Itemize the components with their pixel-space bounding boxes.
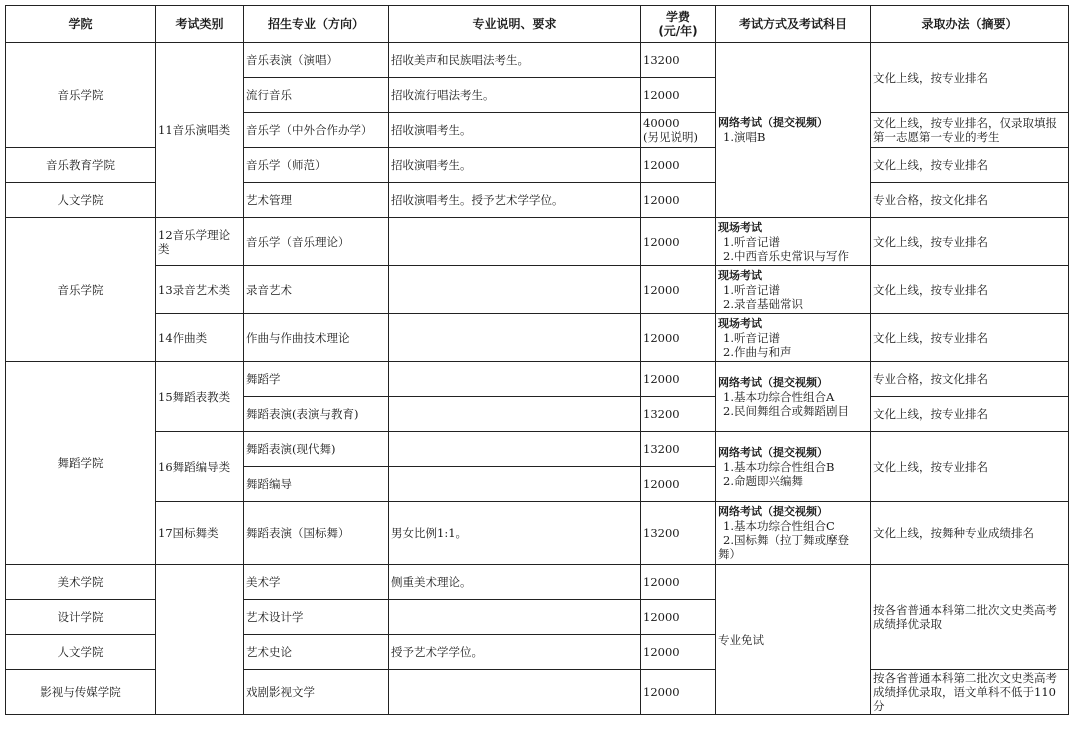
exam-cell: 网络考试（提交视频） 1.基本功综合性组合C 2.国标舞（拉丁舞或摩登 舞） — [716, 502, 871, 565]
admission-cell: 文化上线，按专业排名 — [871, 314, 1069, 362]
major-cell: 舞蹈表演(表演与教育) — [244, 397, 389, 432]
major-cell: 舞蹈表演（国标舞） — [244, 502, 389, 565]
major-cell: 舞蹈学 — [244, 362, 389, 397]
description-cell: 招收演唱考生。 — [389, 148, 641, 183]
major-cell: 戏剧影视文学 — [244, 670, 389, 715]
exam-cell: 现场考试 1.听音记谱 2.中西音乐史常识与写作 — [716, 218, 871, 266]
description-cell: 授予艺术学学位。 — [389, 635, 641, 670]
major-cell: 艺术史论 — [244, 635, 389, 670]
header-row — [6, 6, 1069, 43]
category-cell: 14作曲类 — [156, 314, 244, 362]
description-cell — [389, 362, 641, 397]
college-cell: 美术学院 — [6, 565, 156, 600]
col-header-major: 招生专业（方向） — [244, 6, 389, 43]
admission-cell: 文化上线，按专业排名，仅录取填报 第一志愿第一专业的考生 — [871, 113, 1069, 148]
major-cell: 艺术管理 — [244, 183, 389, 218]
admission-cell: 文化上线，按专业排名 — [871, 43, 1069, 113]
fee-cell: 40000 (另见说明) — [641, 113, 716, 148]
description-cell — [389, 218, 641, 266]
table-row — [6, 565, 1069, 600]
description-cell: 招收流行唱法考生。 — [389, 78, 641, 113]
table-row — [6, 362, 1069, 397]
college-cell: 设计学院 — [6, 600, 156, 635]
col-header-admission: 录取办法（摘要） — [871, 6, 1069, 43]
exam-cell: 专业免试 — [716, 565, 871, 715]
category-cell: 11音乐演唱类 — [156, 43, 244, 218]
fee-cell: 12000 — [641, 362, 716, 397]
category-cell: 13录音艺术类 — [156, 266, 244, 314]
description-cell: 招收演唱考生。 — [389, 113, 641, 148]
description-cell — [389, 397, 641, 432]
col-header-college: 学院 — [6, 6, 156, 43]
admission-cell: 文化上线，按舞种专业成绩排名 — [871, 502, 1069, 565]
admission-cell: 按各省普通本科第二批次文史类高考 成绩择优录取 — [871, 565, 1069, 670]
admission-cell: 专业合格，按文化排名 — [871, 183, 1069, 218]
college-cell: 音乐学院 — [6, 43, 156, 148]
fee-cell: 12000 — [641, 148, 716, 183]
table-row — [6, 266, 1069, 314]
description-cell: 男女比例1:1。 — [389, 502, 641, 565]
table-row — [6, 432, 1069, 467]
category-cell: 17国标舞类 — [156, 502, 244, 565]
college-cell: 音乐教育学院 — [6, 148, 156, 183]
description-cell — [389, 467, 641, 502]
admission-cell: 文化上线，按专业排名 — [871, 266, 1069, 314]
major-cell: 音乐学（师范） — [244, 148, 389, 183]
admission-cell: 文化上线，按专业排名 — [871, 148, 1069, 183]
fee-cell: 12000 — [641, 314, 716, 362]
category-cell: 15舞蹈表教类 — [156, 362, 244, 432]
fee-cell: 13200 — [641, 502, 716, 565]
college-cell: 人文学院 — [6, 635, 156, 670]
exam-cell: 现场考试 1.听音记谱 2.作曲与和声 — [716, 314, 871, 362]
college-cell: 音乐学院 — [6, 218, 156, 362]
major-cell: 音乐学（中外合作办学） — [244, 113, 389, 148]
category-cell: 16舞蹈编导类 — [156, 432, 244, 502]
exam-cell: 网络考试（提交视频） 1.基本功综合性组合B 2.命题即兴编舞 — [716, 432, 871, 502]
fee-cell: 12000 — [641, 266, 716, 314]
major-cell: 音乐表演（演唱） — [244, 43, 389, 78]
exam-cell: 现场考试 1.听音记谱 2.录音基础常识 — [716, 266, 871, 314]
college-cell: 影视与传媒学院 — [6, 670, 156, 715]
major-cell: 录音艺术 — [244, 266, 389, 314]
fee-cell: 12000 — [641, 467, 716, 502]
admission-cell: 文化上线，按专业排名 — [871, 432, 1069, 502]
fee-cell: 12000 — [641, 600, 716, 635]
exam-cell: 网络考试（提交视频） 1.基本功综合性组合A 2.民间舞组合或舞蹈剧目 — [716, 362, 871, 432]
description-cell: 招收美声和民族唱法考生。 — [389, 43, 641, 78]
description-cell — [389, 314, 641, 362]
description-cell — [389, 670, 641, 715]
table-row — [6, 218, 1069, 266]
col-header-category: 考试类别 — [156, 6, 244, 43]
college-cell: 舞蹈学院 — [6, 362, 156, 565]
fee-cell: 12000 — [641, 565, 716, 600]
description-cell — [389, 600, 641, 635]
major-cell: 舞蹈编导 — [244, 467, 389, 502]
description-cell — [389, 432, 641, 467]
fee-cell: 12000 — [641, 78, 716, 113]
fee-cell: 13200 — [641, 397, 716, 432]
table-row — [6, 502, 1069, 565]
fee-cell: 12000 — [641, 635, 716, 670]
description-cell — [389, 266, 641, 314]
category-cell: 12音乐学理论类 — [156, 218, 244, 266]
admission-cell: 按各省普通本科第二批次文史类高考 成绩择优录取，语文单科不低于110分 — [871, 670, 1069, 715]
major-cell: 作曲与作曲技术理论 — [244, 314, 389, 362]
major-cell: 音乐学（音乐理论） — [244, 218, 389, 266]
admission-cell: 文化上线，按专业排名 — [871, 218, 1069, 266]
admission-cell: 专业合格，按文化排名 — [871, 362, 1069, 397]
major-cell: 美术学 — [244, 565, 389, 600]
major-cell: 艺术设计学 — [244, 600, 389, 635]
col-header-exam: 考试方式及考试科目 — [716, 6, 871, 43]
table-row — [6, 43, 1069, 78]
col-header-fee: 学费 (元/年) — [641, 6, 716, 43]
description-cell: 侧重美术理论。 — [389, 565, 641, 600]
table-row — [6, 314, 1069, 362]
admissions-table — [5, 5, 1069, 715]
fee-cell: 12000 — [641, 670, 716, 715]
major-cell: 流行音乐 — [244, 78, 389, 113]
admission-cell: 文化上线，按专业排名 — [871, 397, 1069, 432]
description-cell: 招收演唱考生。授予艺术学学位。 — [389, 183, 641, 218]
fee-cell: 13200 — [641, 432, 716, 467]
major-cell: 舞蹈表演(现代舞) — [244, 432, 389, 467]
fee-cell: 13200 — [641, 43, 716, 78]
college-cell: 人文学院 — [6, 183, 156, 218]
fee-cell: 12000 — [641, 183, 716, 218]
fee-cell: 12000 — [641, 218, 716, 266]
exam-cell: 网络考试（提交视频） 1.演唱B — [716, 43, 871, 218]
col-header-description: 专业说明、要求 — [389, 6, 641, 43]
category-cell — [156, 565, 244, 715]
